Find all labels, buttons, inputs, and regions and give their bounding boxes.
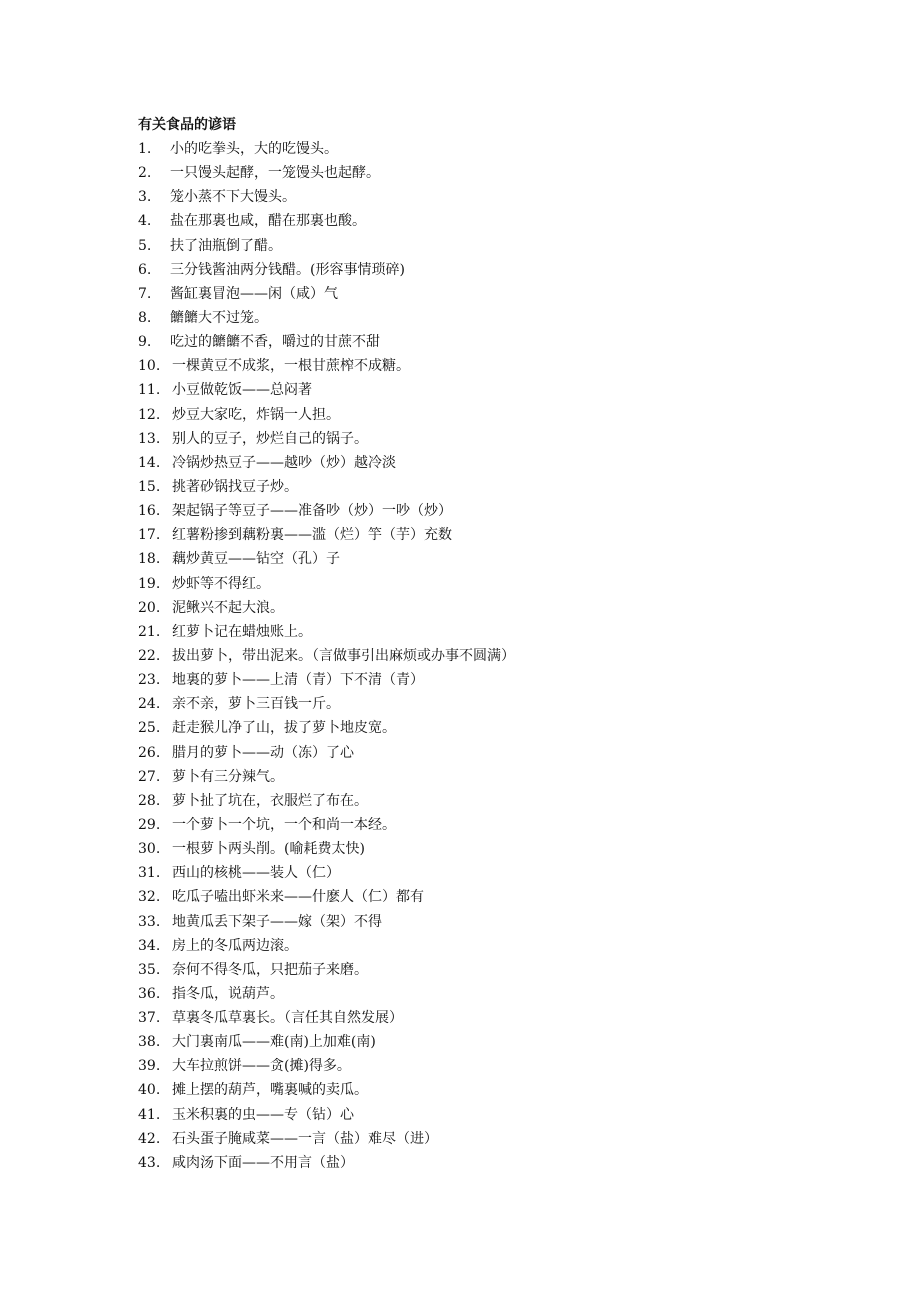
proverb-item — [138, 475, 838, 499]
proverb-number: 41. — [138, 1106, 161, 1123]
proverb-number: 14. — [138, 454, 161, 471]
proverb-item — [138, 596, 838, 620]
proverb-text: 架起锅子等豆子——准备吵（炒）一吵（炒） — [172, 503, 452, 520]
proverb-number: 28. — [138, 792, 161, 809]
proverb-text: 小的吃拳头，大的吃馒头。 — [170, 141, 338, 157]
proverb-item — [138, 668, 838, 692]
proverb-text: 泥鳅兴不起大浪。 — [172, 599, 284, 616]
proverb-text: 拔出萝卜，带出泥来。（言做事引出麻烦或办事不圆满） — [172, 647, 515, 664]
proverb-item — [138, 209, 838, 233]
proverb-item — [138, 885, 838, 909]
proverb-text: 大门裏南瓜——难(南)上加难(南) — [172, 1034, 376, 1051]
proverb-item — [138, 403, 838, 427]
proverb-item — [138, 1127, 838, 1151]
proverb-text: 一根萝卜两头削。(喻耗费太快) — [172, 841, 365, 858]
proverb-item — [138, 813, 838, 837]
proverb-text: 奈何不得冬瓜，只把茄子来磨。 — [172, 961, 368, 978]
proverb-number: 13. — [138, 430, 161, 447]
document-title: 有关食品的谚语 — [138, 117, 236, 133]
proverb-item — [138, 1103, 838, 1127]
proverb-text: 房上的冬瓜两边滚。 — [172, 937, 298, 954]
proverb-text: 一只馒头起酵，一笼馒头也起酵。 — [170, 165, 380, 182]
proverb-text: 冷锅炒热豆子——越吵（炒）越冷淡 — [172, 454, 396, 471]
document-page — [138, 113, 838, 1175]
proverb-item — [138, 1054, 838, 1078]
proverb-number: 43. — [138, 1154, 161, 1171]
proverb-number: 38. — [138, 1034, 161, 1051]
proverb-text: 草裏冬瓜草裏长。（言任其自然发展） — [172, 1010, 403, 1027]
proverb-text: 藕炒黄豆——钻空（孔）子 — [172, 551, 340, 568]
proverb-text: 大车拉煎饼——贪(摊)得多。 — [172, 1058, 351, 1075]
proverb-item — [138, 837, 838, 861]
proverb-text: 扶了油瓶倒了醋。 — [170, 237, 282, 254]
proverb-text: 盐在那裏也咸，醋在那裏也酸。 — [170, 213, 366, 230]
proverb-number: 8. — [138, 309, 152, 326]
proverb-item — [138, 861, 838, 885]
proverb-item — [138, 765, 838, 789]
proverb-number: 25. — [138, 720, 161, 737]
proverb-text: 地黄瓜丢下架子——嫁（架）不得 — [172, 913, 382, 930]
proverb-text: 饝饝大不过笼。 — [170, 309, 268, 326]
proverb-item — [138, 161, 838, 185]
proverb-text: 腊月的萝卜——动（冻）了心 — [172, 744, 354, 761]
proverb-number: 17. — [138, 527, 161, 544]
proverb-text: 石头蛋子腌咸菜——一言（盐）难尽（进） — [172, 1130, 438, 1147]
proverb-number: 15. — [138, 478, 161, 495]
proverb-text: 三分钱酱油两分钱醋。(形容事情琐碎) — [170, 261, 405, 278]
proverb-item — [138, 427, 838, 451]
proverb-item — [138, 306, 838, 330]
proverb-text: 萝卜有三分辣气。 — [172, 768, 284, 785]
proverb-number: 27. — [138, 768, 161, 785]
proverb-item — [138, 451, 838, 475]
proverb-text: 小豆做乾饭——总闷著 — [172, 382, 312, 399]
proverb-item — [138, 547, 838, 571]
proverb-number: 12. — [138, 406, 161, 423]
proverb-number: 31. — [138, 865, 161, 882]
proverb-number: 11. — [138, 382, 161, 399]
proverb-number: 19. — [138, 575, 161, 592]
proverb-item — [138, 1006, 838, 1030]
proverb-text: 炒虾等不得红。 — [172, 575, 270, 592]
proverb-item — [138, 185, 838, 209]
proverb-item — [138, 1151, 838, 1175]
proverb-text: 酱缸裏冒泡——闲（咸）气 — [170, 285, 338, 302]
proverb-number: 36. — [138, 985, 161, 1002]
proverb-number: 26. — [138, 744, 161, 761]
proverb-number: 30. — [138, 841, 161, 858]
proverb-number: 42. — [138, 1130, 161, 1147]
proverb-text: 萝卜扯了坑在，衣服烂了布在。 — [172, 792, 368, 809]
proverb-number: 29. — [138, 816, 161, 833]
proverb-text: 指冬瓜，说葫芦。 — [172, 985, 284, 1002]
proverb-item — [138, 523, 838, 547]
proverb-text: 一棵黄豆不成浆，一根甘蔗榨不成糖。 — [172, 358, 410, 375]
proverb-item — [138, 934, 838, 958]
proverb-item — [138, 330, 838, 354]
proverb-number: 16. — [138, 503, 161, 520]
proverb-text: 笼小蒸不下大馒头。 — [170, 189, 296, 206]
proverb-text: 挑著砂锅找豆子炒。 — [172, 478, 298, 495]
proverb-number: 5. — [138, 237, 152, 254]
proverb-text: 西山的核桃——装人（仁） — [172, 865, 340, 882]
proverb-item — [138, 1030, 838, 1054]
proverb-text: 炒豆大家吃，炸锅一人担。 — [172, 406, 340, 423]
proverb-number: 20. — [138, 599, 161, 616]
proverb-item — [138, 789, 838, 813]
proverb-number: 1. — [138, 141, 152, 157]
proverb-item — [138, 692, 838, 716]
proverb-number: 35. — [138, 961, 161, 978]
proverb-text: 地裏的萝卜——上清（青）下不清（青） — [172, 672, 424, 689]
proverb-number: 34. — [138, 937, 161, 954]
proverb-number: 22. — [138, 647, 161, 664]
proverb-item — [138, 282, 838, 306]
proverb-text: 咸肉汤下面——不用言（盐） — [172, 1154, 354, 1171]
proverb-text: 吃过的饝饝不香，嚼过的甘蔗不甜 — [170, 334, 380, 351]
proverb-item — [138, 741, 838, 765]
proverb-item — [138, 234, 838, 258]
proverb-item — [138, 1078, 838, 1102]
proverb-number: 32. — [138, 889, 161, 906]
proverb-item — [138, 958, 838, 982]
proverb-item — [138, 354, 838, 378]
proverb-number: 9. — [138, 334, 152, 351]
proverb-item — [138, 644, 838, 668]
proverb-item — [138, 572, 838, 596]
proverb-number: 23. — [138, 672, 161, 689]
proverb-number: 33. — [138, 913, 161, 930]
proverb-text: 红薯粉掺到藕粉裏——滥（烂）竽（芋）充数 — [172, 527, 452, 544]
proverb-number: 6. — [138, 261, 152, 278]
proverb-text: 红萝卜记在蜡烛账上。 — [172, 623, 312, 640]
proverb-text: 赶走猴儿净了山，拔了萝卜地皮宽。 — [172, 720, 396, 737]
proverb-number: 21. — [138, 623, 161, 640]
proverb-number: 40. — [138, 1082, 161, 1099]
proverb-text: 吃瓜子嗑出虾米来——什麽人（仁）都有 — [172, 889, 424, 906]
proverb-item — [138, 910, 838, 934]
proverb-number: 37. — [138, 1010, 161, 1027]
proverb-item — [138, 499, 838, 523]
proverb-number: 24. — [138, 696, 161, 713]
proverb-text: 一个萝卜一个坑，一个和尚一本经。 — [172, 816, 396, 833]
proverb-text: 亲不亲，萝卜三百钱一斤。 — [172, 696, 340, 713]
proverb-item — [138, 982, 838, 1006]
proverb-number: 3. — [138, 189, 152, 206]
proverb-number: 39. — [138, 1058, 161, 1075]
proverb-number: 4. — [138, 213, 152, 230]
proverb-number: 2. — [138, 165, 152, 182]
proverb-item — [138, 137, 838, 161]
proverb-item — [138, 378, 838, 402]
proverb-text: 摊上摆的葫芦，嘴裏喊的卖瓜。 — [172, 1082, 368, 1099]
proverb-number: 18. — [138, 551, 161, 568]
proverb-item — [138, 620, 838, 644]
proverb-item — [138, 716, 838, 740]
proverb-text: 别人的豆子，炒烂自己的锅子。 — [172, 430, 368, 447]
proverb-list — [138, 137, 838, 1175]
proverb-item — [138, 258, 838, 282]
proverb-number: 10. — [138, 358, 161, 375]
proverb-number: 7. — [138, 285, 152, 302]
proverb-text: 玉米积裏的虫——专（钻）心 — [172, 1106, 354, 1123]
